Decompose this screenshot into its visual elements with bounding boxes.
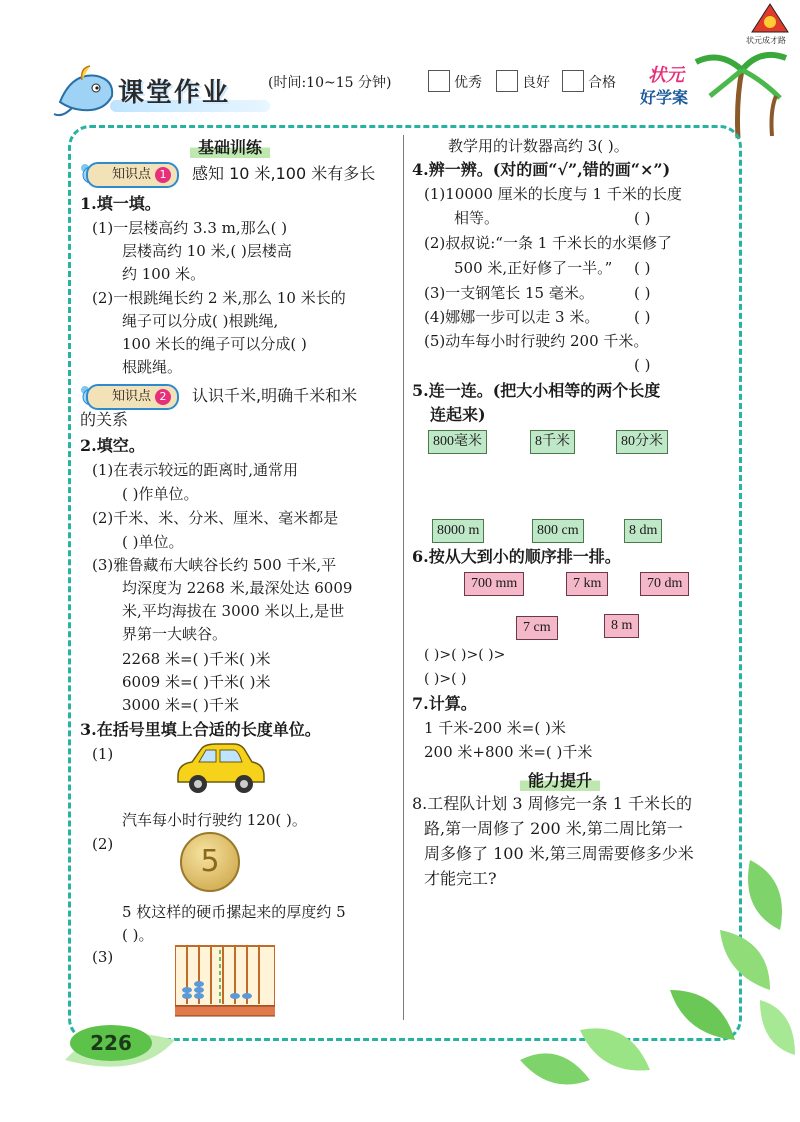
knowledge-point-label: 知识点	[112, 167, 152, 182]
coin-digit: 5	[200, 844, 220, 879]
q4-title: 4.辨一辨。(对的画“√”,错的画“×”)	[412, 160, 671, 179]
ability-heading: 能力提升	[520, 768, 600, 791]
time-note: (时间:10~15 分钟)	[268, 75, 392, 91]
rating-label-excellent: 优秀	[454, 75, 482, 91]
order-7km[interactable]: 7 km	[566, 572, 608, 596]
q3-title: 3.在括号里填上合适的长度单位。	[80, 720, 321, 739]
abacus-counter-illustration	[175, 944, 275, 1018]
corner-logo-icon	[750, 2, 790, 36]
q8-line1: 8.工程队计划 3 周修完一条 1 千米长的	[412, 794, 692, 813]
q2-3-line3: 米,平均海拔在 3000 米以上,是世	[122, 602, 345, 620]
rating-label-pass: 合格	[588, 75, 616, 91]
basic-training-heading: 基础训练	[190, 135, 270, 158]
q4-3-answer[interactable]: ( )	[634, 284, 651, 302]
q1-1-line2: 层楼高约 10 米,( )层楼高	[122, 242, 292, 260]
kp2-description-cont: 的关系	[80, 410, 129, 429]
knowledge-point-1-badge	[86, 162, 179, 188]
column-divider	[403, 135, 404, 1020]
rating-label-good: 良好	[522, 75, 550, 91]
q4-2-answer[interactable]: ( )	[634, 259, 651, 277]
q2-2-line1: (2)千米、米、分米、厘米、毫米都是	[92, 509, 339, 527]
coin-illustration	[180, 832, 240, 892]
conversion-2: 6009 米=( )千米( )米	[122, 673, 271, 691]
order-8m[interactable]: 8 m	[604, 614, 639, 638]
page-title: 课堂作业	[118, 78, 231, 108]
q1-2-line2: 绳子可以分成( )根跳绳,	[122, 312, 279, 330]
rating-box-excellent[interactable]	[428, 70, 450, 92]
match-bottom-800cm[interactable]: 800 cm	[532, 519, 584, 543]
q4-5-answer[interactable]: ( )	[634, 356, 651, 374]
brand-bottom: 好学案	[640, 88, 689, 107]
page-number: 226	[70, 1025, 152, 1061]
leaves-decoration-icon	[520, 840, 800, 1100]
knowledge-point-number: 2	[155, 389, 171, 405]
q1-2-line1: (2)一根跳绳长约 2 米,那么 10 米长的	[92, 289, 346, 307]
q3-1-text: 汽车每小时行驶约 120( )。	[122, 811, 307, 829]
q8-line2: 路,第一周修了 200 米,第二周比第一	[424, 819, 683, 838]
corner-logo-text: 状元成才路	[746, 36, 786, 45]
order-700mm[interactable]: 700 mm	[464, 572, 524, 596]
knowledge-point-label: 知识点	[112, 389, 152, 404]
q2-3-line2: 均深度为 2268 米,最深处达 6009	[122, 579, 353, 597]
q4-1-line2: 相等。	[454, 209, 500, 227]
q3-2-label: (2)	[92, 835, 114, 853]
order-7cm[interactable]: 7 cm	[516, 616, 558, 640]
q3-2-text-cont: ( )。	[122, 926, 154, 944]
conversion-3: 3000 米=( )千米	[122, 696, 239, 714]
match-top-8km[interactable]: 8千米	[530, 430, 575, 454]
q2-title: 2.填空。	[80, 436, 145, 455]
q4-2-line1: (2)叔叔说:“一条 1 千米长的水渠修了	[424, 234, 673, 252]
q2-1-line1: (1)在表示较远的距离时,通常用	[92, 461, 299, 479]
q4-1-line1: (1)10000 厘米的长度与 1 千米的长度	[424, 185, 682, 203]
kp2-description: 认识千米,明确千米和米	[192, 386, 358, 405]
q1-1-line1: (1)一层楼高约 3.3 m,那么( )	[92, 219, 288, 237]
q8-line3: 周多修了 100 米,第三周需要修多少米	[424, 844, 694, 863]
q4-3-text: (3)一支钢笔长 15 毫米。	[424, 284, 594, 302]
match-bottom-8dm[interactable]: 8 dm	[624, 519, 662, 543]
q6-title: 6.按从大到小的顺序排一排。	[412, 547, 621, 566]
match-bottom-8000m[interactable]: 8000 m	[432, 519, 484, 543]
car-illustration	[172, 738, 268, 796]
q2-3-line1: (3)雅鲁藏布大峡谷长约 500 千米,平	[92, 556, 337, 574]
q4-5-text: (5)动车每小时行驶约 200 千米。	[424, 332, 649, 350]
q5-title: 5.连一连。(把大小相等的两个长度	[412, 381, 661, 400]
match-top-80dm[interactable]: 80分米	[616, 430, 668, 454]
q7-2-text: 200 米+800 米=( )千米	[424, 743, 593, 761]
q5-title-cont: 连起来)	[430, 405, 486, 424]
q1-1-line3: 约 100 米。	[122, 265, 206, 283]
q7-title: 7.计算。	[412, 694, 477, 713]
q4-1-answer[interactable]: ( )	[634, 209, 651, 227]
q4-4-answer[interactable]: ( )	[634, 308, 651, 326]
q1-title: 1.填一填。	[80, 194, 161, 213]
conversion-1: 2268 米=( )千米( )米	[122, 650, 271, 668]
q3-3-label: (3)	[92, 948, 114, 966]
q4-4-text: (4)娜娜一步可以走 3 米。	[424, 308, 600, 326]
q2-2-line2: ( )单位。	[122, 533, 184, 551]
q6-answer-line2: ( )>( )	[424, 671, 467, 687]
knowledge-point-2-badge	[86, 384, 179, 410]
q2-3-line4: 界第一大峡谷。	[122, 625, 228, 643]
q3-1-label: (1)	[92, 745, 114, 763]
q4-2-line2: 500 米,正好修了一半。”	[454, 259, 613, 277]
q3-3-text: 教学用的计数器高约 3( )。	[448, 137, 629, 155]
q7-1-text: 1 千米-200 米=( )米	[424, 719, 566, 737]
q2-1-line2: ( )作单位。	[122, 485, 199, 503]
q3-2-text: 5 枚这样的硬币摞起来的厚度约 5	[122, 903, 346, 921]
order-70dm[interactable]: 70 dm	[640, 572, 689, 596]
q1-2-line3: 100 米长的绳子可以分成( )	[122, 335, 307, 353]
dolphin-mascot-icon	[52, 62, 122, 122]
rating-box-pass[interactable]	[562, 70, 584, 92]
kp1-description: 感知 10 米,100 米有多长	[192, 164, 376, 183]
q8-line4: 才能完工?	[424, 869, 497, 888]
q1-2-line4: 根跳绳。	[122, 358, 183, 376]
q6-answer-line1: ( )>( )>( )>	[424, 647, 506, 663]
rating-box-good[interactable]	[496, 70, 518, 92]
brand-top: 状元	[648, 65, 684, 86]
knowledge-point-number: 1	[155, 167, 171, 183]
match-top-800mm[interactable]: 800毫米	[428, 430, 487, 454]
